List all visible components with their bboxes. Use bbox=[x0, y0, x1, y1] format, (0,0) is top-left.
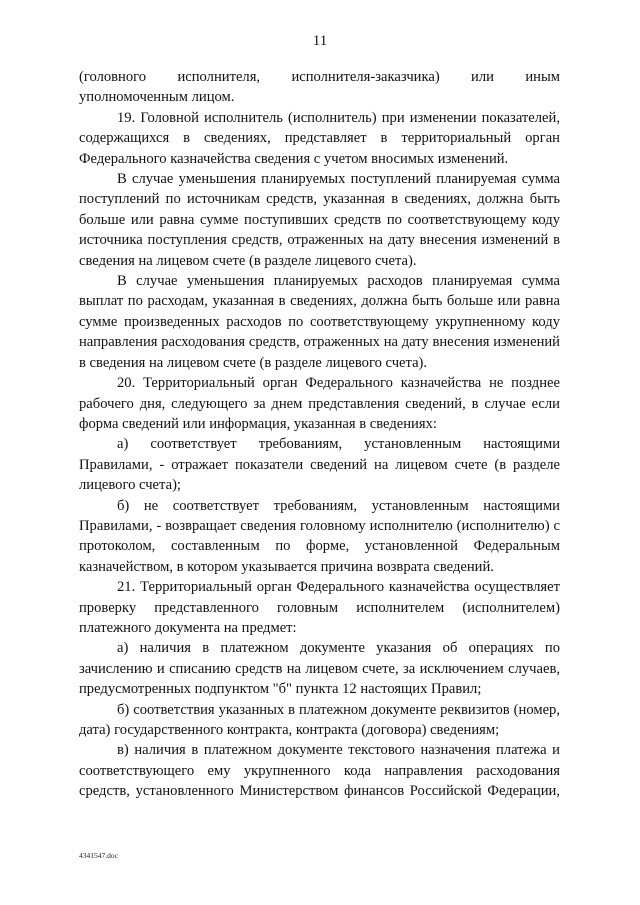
paragraph-clause-20-b: б) не соответствует требованиям, установленным настоящими Правилами, - возвращает сведения головному исполнителю (исполнителю) с протоколом, составленным по форме, установленной Федеральным казначейством, в котором указывается причина возврата сведений. bbox=[79, 497, 560, 575]
paragraph-clause-20-a: а) соответствует требованиям, установленным настоящими Правилами, - отражает показатели сведений на лицевом счете (в разделе лицевого счета); bbox=[79, 436, 560, 494]
document-body bbox=[79, 67, 560, 802]
paragraph-decrease-receipts: В случае уменьшения планируемых поступлений планируемая сумма поступлений по источникам средств, указанная в сведениях, должна быть больше или равна сумме поступивших средств по соответствующему коду источника поступления средств, отраженных на дату внесения изменений в сведения на лицевом счете (в разделе лицевого счета). bbox=[79, 171, 560, 269]
paragraph-clause-21-a: а) наличия в платежном документе указания об операциях по зачислению и списанию средств на лицевом счете, за исключением случаев, предусмотренных подпунктом "б" пункта 12 настоящих Правил; bbox=[79, 640, 560, 698]
paragraph-clause-21-v: в) наличия в платежном документе текстового назначения платежа и соответствующего ему укрупненного кода направления расходования средств, установленного Министерством финансов Российской Федерации, bbox=[79, 742, 560, 800]
paragraph-clause-20: 20. Территориальный орган Федерального казначейства не позднее рабочего дня, следующего за днем представления сведений, в случае если форма сведений или информация, указанная в сведениях: bbox=[79, 375, 560, 432]
paragraph-clause-19: 19. Головной исполнитель (исполнитель) при изменении показателей, содержащихся в сведениях, представляет в территориальный орган Федерального казначейства сведения с учетом вносимых изменений. bbox=[79, 109, 560, 167]
paragraph-continuation: (головного исполнителя, исполнителя-заказчика) или иным уполномоченным лицом. bbox=[79, 69, 560, 106]
paragraph-clause-21-b: б) соответствия указанных в платежном документе реквизитов (номер, дата) государственного контракта, контракта (договора) сведениям; bbox=[79, 701, 560, 738]
paragraph-clause-21: 21. Территориальный орган Федерального казначейства осуществляет проверку представленного головным исполнителем (исполнителем) платежного документа на предмет: bbox=[79, 579, 560, 636]
footer-filename: 4341547.doc bbox=[79, 851, 118, 860]
page-number: 11 bbox=[312, 33, 328, 49]
paragraph-decrease-expenses: В случае уменьшения планируемых расходов планируемая сумма выплат по расходам, указанная в сведениях, должна быть больше или равна сумме произведенных расходов по соответствующему укрупненному коду направления расходования средств, отраженных на дату внесения изменений в сведения на лицевом счете (в разделе лицевого счета). bbox=[79, 273, 560, 371]
